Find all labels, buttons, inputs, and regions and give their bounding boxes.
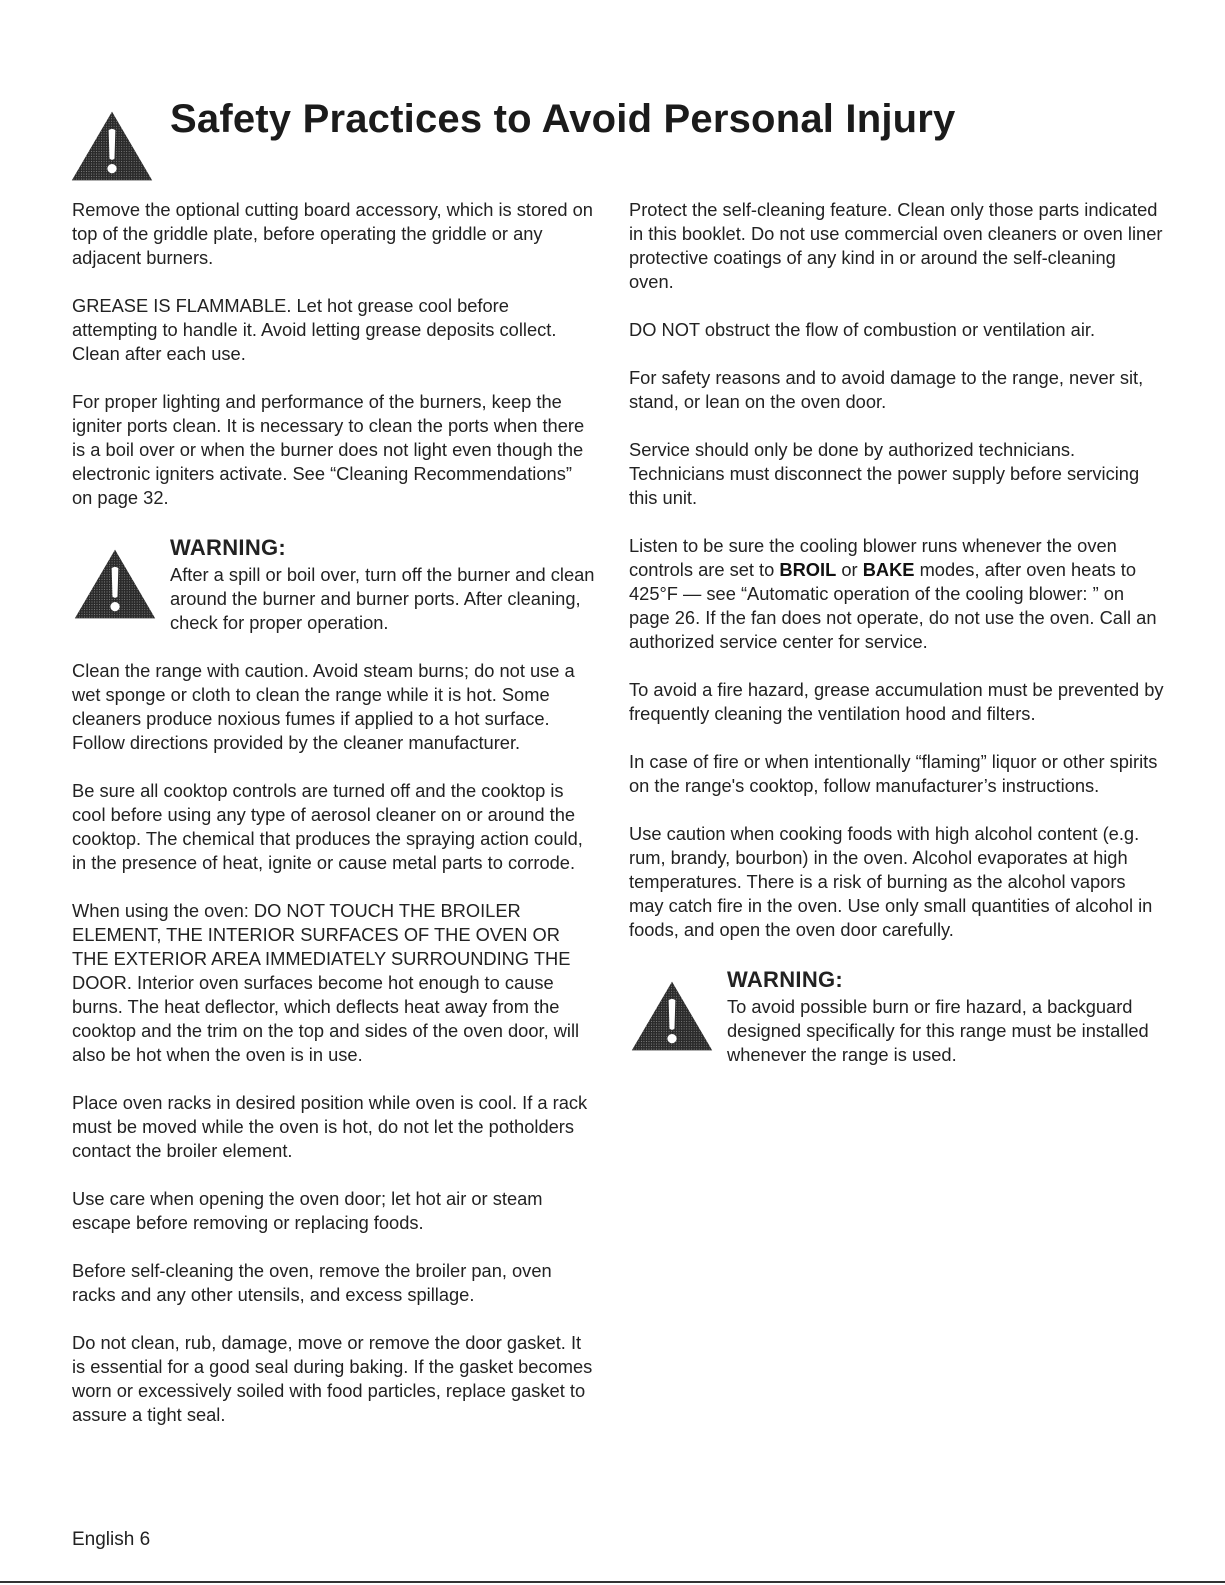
- right-column: [629, 198, 1164, 1091]
- paragraph: To avoid a fire hazard, grease accumulation must be prevented by frequently cleaning the ventilation hood and filters.: [629, 679, 1164, 724]
- paragraph: Remove the optional cutting board accessory, which is stored on top of the griddle plate, before operating the griddle or any adjacent burners.: [72, 199, 593, 268]
- warning-box: [629, 966, 1164, 1067]
- text-run: or: [836, 559, 863, 580]
- paragraph: For safety reasons and to avoid damage to the range, never sit, stand, or lean on the oven door.: [629, 367, 1144, 412]
- warning-triangle-icon: [70, 110, 154, 182]
- paragraph: Use care when opening the oven door; let hot air or steam escape before removing or replacing foods.: [72, 1188, 543, 1233]
- left-column: [72, 198, 597, 1451]
- paragraph: In case of fire or when intentionally “flaming” liquor or other spirits on the range's cooktop, follow manufacturer’s instructions.: [629, 751, 1158, 796]
- warning-title: WARNING:: [170, 535, 287, 560]
- paragraph: GREASE IS FLAMMABLE. Let hot grease cool before attempting to handle it. Avoid letting grease deposits collect. Clean after each use.: [72, 295, 557, 364]
- page-header: [66, 92, 1166, 182]
- broil-mode-label: BROIL: [779, 559, 837, 580]
- warning-title: WARNING:: [727, 967, 844, 992]
- text-run: modes, after oven heats to 425°F — see “Automatic operation of the cooling blower: ” on page 26. If the fan does not operate, do not use the oven. Call an authorized service center for service.: [629, 559, 1157, 652]
- warning-box: [72, 534, 597, 635]
- paragraph: When using the oven: DO NOT TOUCH THE BROILER ELEMENT, THE INTERIOR SURFACES OF THE OVEN OR THE EXTERIOR AREA IMMEDIATELY SURROUNDING THE DOOR. Interior oven surfaces become hot enough to cause burns. The heat deflector, which deflects heat away from the cooktop and the trim on the top and sides of the oven door, will also be hot when the oven is in use.: [72, 900, 580, 1065]
- warning-text: After a spill or boil over, turn off the burner and clean around the burner and burner ports. After cleaning, check for proper operation.: [170, 564, 595, 633]
- page-title: Safety Practices to Avoid Personal Injury: [170, 97, 956, 141]
- paragraph: DO NOT obstruct the flow of combustion or ventilation air.: [629, 319, 1096, 340]
- paragraph: Before self-cleaning the oven, remove the broiler pan, oven racks and any other utensils, and excess spillage.: [72, 1260, 552, 1305]
- paragraph: [629, 534, 1164, 654]
- paragraph: Place oven racks in desired position while oven is cool. If a rack must be moved while the oven is hot, do not let the potholders contact the broiler element.: [72, 1092, 588, 1161]
- warning-triangle-icon: [72, 548, 158, 620]
- bottom-rule: [0, 1581, 1225, 1583]
- bake-mode-label: BAKE: [862, 559, 915, 580]
- paragraph: Service should only be done by authorized technicians. Technicians must disconnect the power supply before servicing this unit.: [629, 439, 1140, 508]
- paragraph: For proper lighting and performance of the burners, keep the igniter ports clean. It is necessary to clean the ports when there is a boil over or when the burner does not light even though the electronic igniters activate. See “Cleaning Recommendations” on page 32.: [72, 391, 585, 508]
- paragraph: Protect the self-cleaning feature. Clean only those parts indicated in this booklet. Do not use commercial oven cleaners or oven liner protective coatings of any kind in or around the self-cleaning oven.: [629, 199, 1163, 292]
- warning-triangle-icon: [629, 980, 715, 1052]
- paragraph: Use caution when cooking foods with high alcohol content (e.g. rum, brandy, bourbon) in the oven. Alcohol evaporates at high temperatures. There is a risk of burning as the alcohol vapors may catch fire in the oven. Use only small quantities of alcohol in foods, and open the oven door carefully.: [629, 823, 1153, 940]
- paragraph: Be sure all cooktop controls are turned off and the cooktop is cool before using any type of aerosol cleaner on or around the cooktop. The chemical that produces the spraying action could, in the presence of heat, ignite or cause metal parts to corrode.: [72, 780, 583, 873]
- paragraph: Do not clean, rub, damage, move or remove the door gasket. It is essential for a good seal during baking. If the gasket becomes worn or excessively soiled with food particles, replace gasket to assure a tight seal.: [72, 1332, 593, 1425]
- warning-text: To avoid possible burn or fire hazard, a backguard designed specifically for this range must be installed whenever the range is used.: [727, 996, 1149, 1065]
- page-number: English 6: [72, 1529, 151, 1550]
- paragraph: Clean the range with caution. Avoid steam burns; do not use a wet sponge or cloth to clean the range while it is hot. Some cleaners produce noxious fumes if applied to a hot surface. Follow directions provided by the cleaner manufacturer.: [72, 660, 575, 753]
- text-run: Listen to be sure the cooling blower runs whenever the oven controls are set to: [629, 535, 1117, 580]
